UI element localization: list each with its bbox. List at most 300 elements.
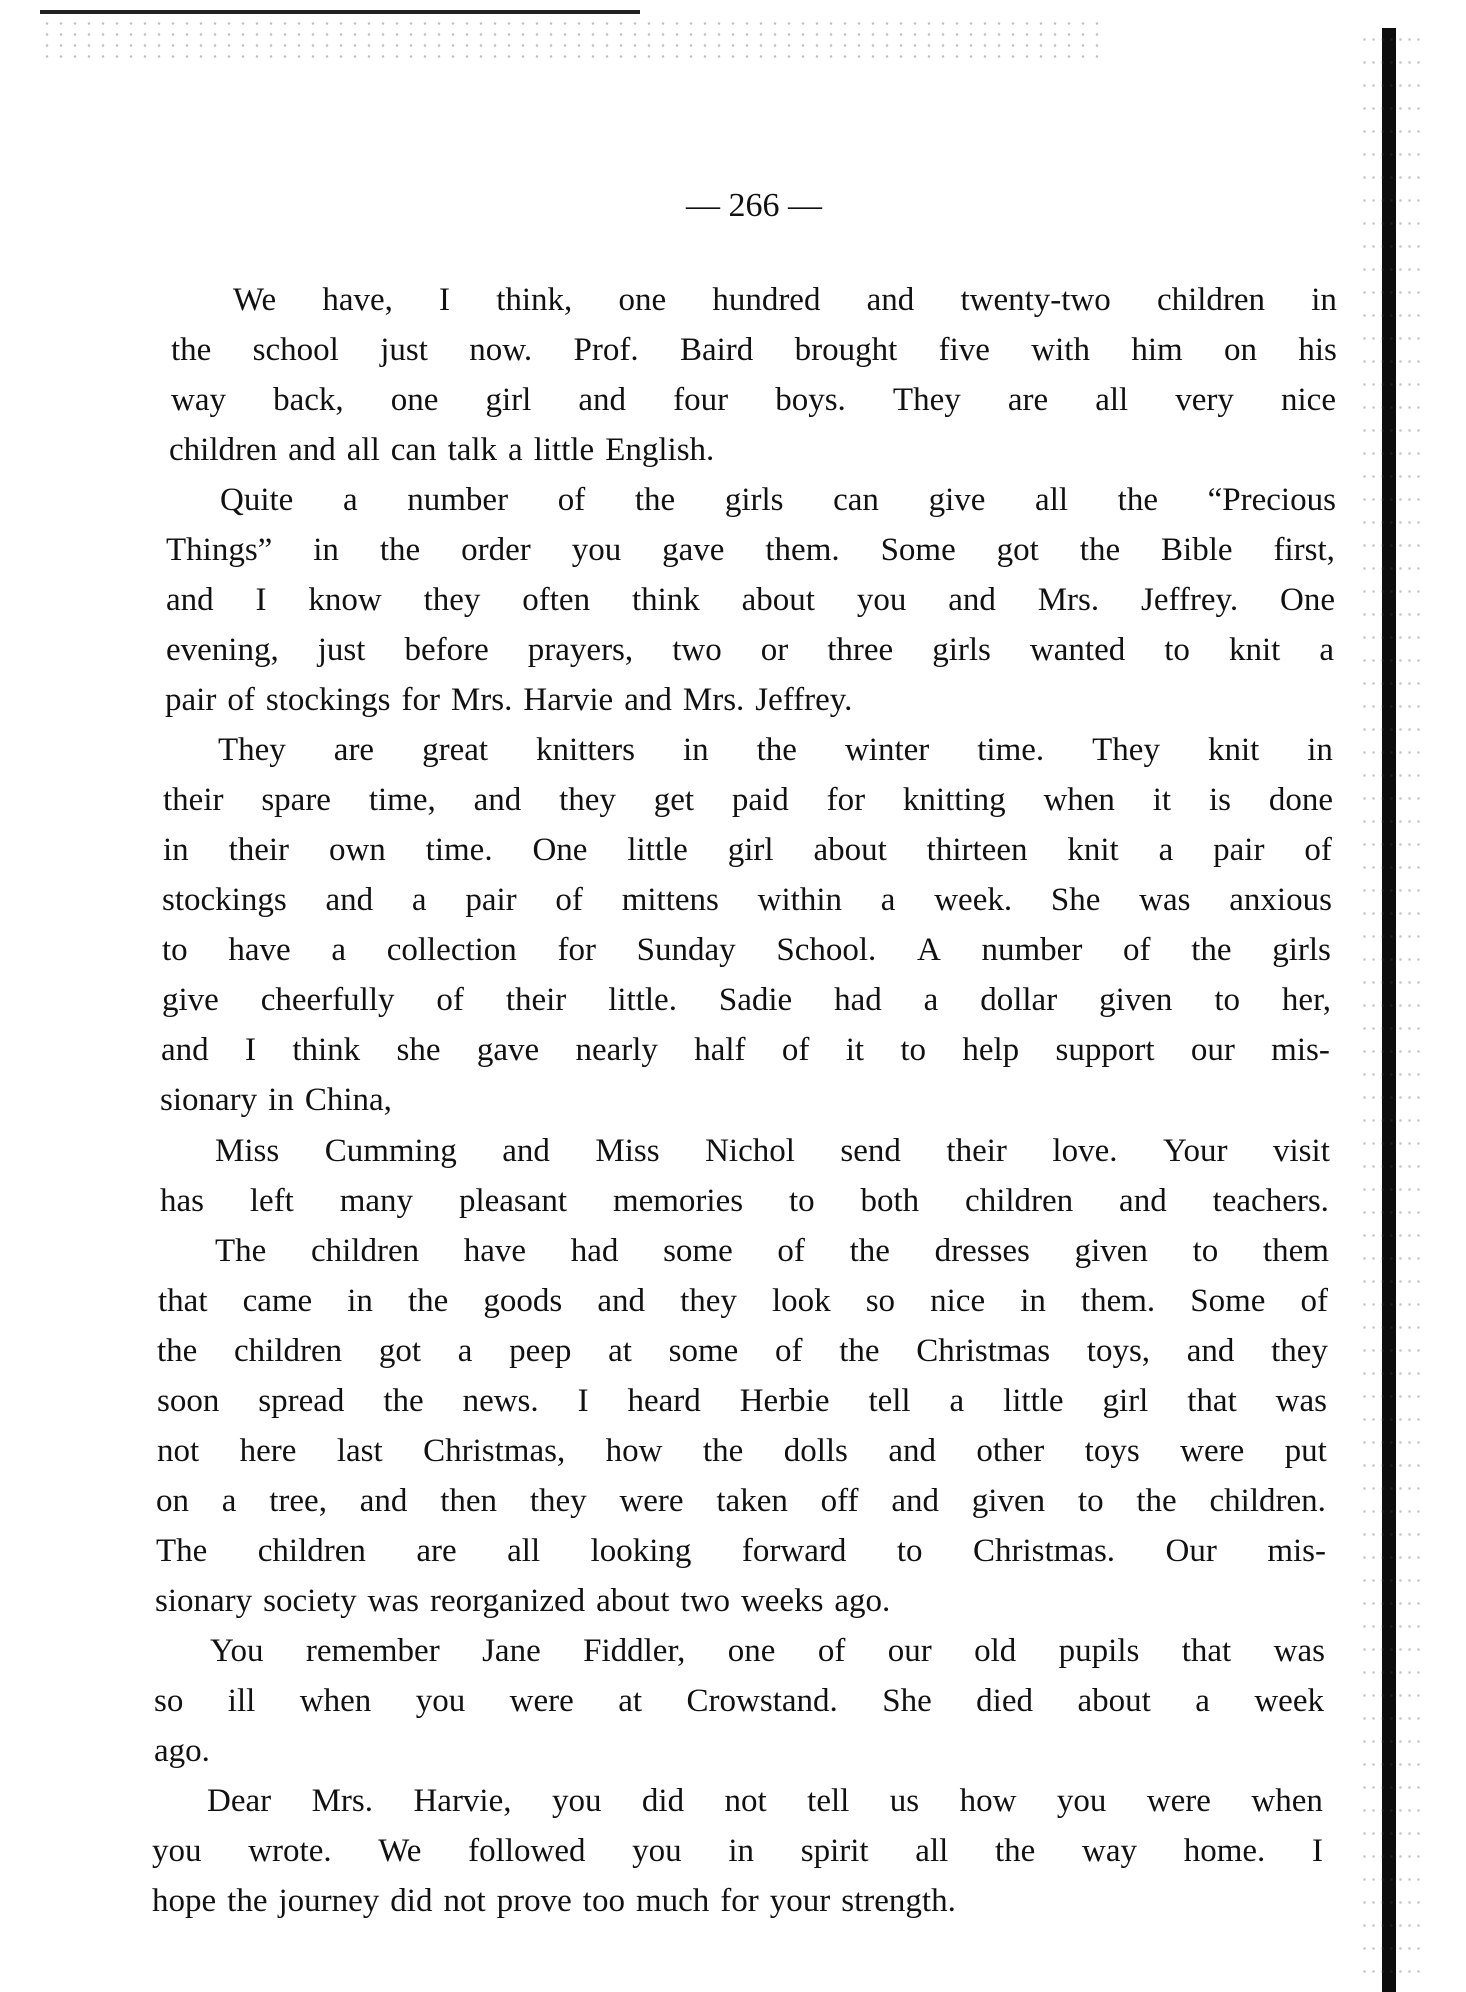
word: looking — [590, 1533, 692, 1569]
text-line — [166, 630, 1334, 670]
word: the — [756, 732, 797, 768]
word: a — [1195, 1683, 1210, 1719]
word: and — [359, 1483, 408, 1519]
word: them — [1262, 1233, 1329, 1269]
word: can — [390, 432, 437, 468]
word: the — [702, 1433, 744, 1469]
word: boys. — [775, 382, 846, 418]
word: brought — [794, 332, 898, 368]
word: ago. — [834, 1583, 891, 1619]
word: have, — [322, 282, 393, 318]
word: here — [239, 1433, 297, 1469]
word: children — [310, 1233, 420, 1269]
word: and — [161, 1032, 209, 1068]
word: they — [680, 1283, 737, 1319]
word: and — [1186, 1333, 1235, 1369]
word: gave — [662, 532, 725, 568]
word: gave — [476, 1032, 540, 1068]
word: journey — [278, 1883, 380, 1919]
text-line — [233, 280, 1337, 320]
word: the — [379, 532, 421, 568]
word: about — [741, 582, 815, 618]
text-line — [207, 1781, 1323, 1821]
word: dollar — [980, 982, 1058, 1018]
word: it — [845, 1032, 865, 1068]
text-line — [215, 1131, 1330, 1171]
word: Miss — [215, 1133, 280, 1169]
text-line — [162, 930, 1331, 970]
word: on — [156, 1483, 189, 1519]
word: Your — [1162, 1133, 1228, 1169]
word: other — [976, 1433, 1045, 1469]
word: Harvie — [523, 682, 614, 718]
word: toys, — [1086, 1333, 1151, 1369]
word: to — [1214, 982, 1241, 1018]
word: the — [227, 1883, 268, 1919]
text-line — [165, 680, 863, 720]
word: pair — [465, 882, 517, 918]
word: the — [171, 332, 212, 368]
word: all — [507, 1533, 541, 1569]
word: back, — [273, 382, 344, 418]
word: knit — [1207, 732, 1260, 768]
word: they — [423, 582, 481, 618]
word: were — [619, 1483, 684, 1519]
text-line — [152, 1881, 967, 1921]
word: Dear — [207, 1783, 272, 1819]
word: give — [928, 482, 986, 518]
word: had — [834, 982, 882, 1018]
word: great — [422, 732, 489, 768]
word: last — [336, 1433, 383, 1469]
word: Jeffrey. — [755, 682, 853, 718]
text-line — [171, 380, 1336, 420]
word: hundred — [712, 282, 821, 318]
word: in — [1307, 732, 1333, 768]
word: followed — [468, 1833, 586, 1869]
word: done — [1268, 782, 1333, 818]
word: mittens — [621, 882, 719, 918]
word: their — [163, 782, 224, 818]
text-line — [160, 1181, 1329, 1221]
word: when — [1043, 782, 1115, 818]
word: way — [171, 382, 226, 418]
word: I — [255, 582, 267, 618]
word: nice — [930, 1283, 986, 1319]
word: girl — [1102, 1383, 1149, 1419]
word: Mrs. — [450, 682, 513, 718]
text-line — [162, 980, 1331, 1020]
word: the — [1117, 482, 1158, 518]
word: them. — [765, 532, 840, 568]
word: their — [228, 832, 290, 868]
text-line — [163, 830, 1332, 870]
word: of — [555, 882, 583, 918]
word: you — [571, 532, 622, 568]
word: has — [160, 1183, 204, 1219]
word: Christmas. — [972, 1533, 1116, 1569]
text-line — [156, 1531, 1326, 1571]
word: of — [227, 682, 255, 718]
word: or — [760, 632, 789, 668]
edge-speckle — [1360, 28, 1420, 1992]
word: Herbie — [739, 1383, 830, 1419]
text-line — [152, 1831, 1323, 1871]
word: was — [1275, 1383, 1327, 1419]
word: before — [404, 632, 489, 668]
word: winter — [844, 732, 930, 768]
word: pair — [1213, 832, 1265, 868]
word: twenty-two — [960, 282, 1111, 318]
word: home. — [1183, 1833, 1266, 1869]
word: how — [959, 1783, 1017, 1819]
word: to — [162, 932, 188, 968]
word: to — [1164, 632, 1190, 668]
word: four — [673, 382, 729, 418]
word: nice — [1281, 382, 1336, 418]
word: weeks — [740, 1583, 824, 1619]
word: many — [339, 1183, 414, 1219]
word: forward — [741, 1533, 847, 1569]
word: the — [383, 1383, 424, 1419]
word: when — [299, 1683, 372, 1719]
word: of — [781, 1032, 810, 1068]
word: not — [724, 1783, 767, 1819]
word: Quite — [220, 482, 294, 518]
word: was — [367, 1583, 419, 1619]
word: girls — [724, 482, 784, 518]
word: Jeffrey. — [1141, 582, 1239, 618]
text-line — [210, 1631, 1325, 1671]
word: the — [1079, 532, 1121, 568]
word: time. — [425, 832, 493, 868]
text-line — [155, 1581, 901, 1621]
word: some — [668, 1333, 739, 1369]
word: the — [157, 1333, 198, 1369]
word: for — [557, 932, 596, 968]
word: The — [215, 1233, 267, 1269]
word: can — [833, 482, 879, 518]
word: a — [949, 1383, 965, 1419]
word: taken — [716, 1483, 788, 1519]
word: love. — [1052, 1133, 1118, 1169]
word: are — [1007, 382, 1049, 418]
word: time. — [977, 732, 1045, 768]
word: their — [505, 982, 567, 1018]
word: all — [1035, 482, 1069, 518]
word: for — [826, 782, 866, 818]
word: they — [1271, 1333, 1328, 1369]
word: you — [856, 582, 907, 618]
word: soon — [157, 1383, 220, 1419]
word: given — [1074, 1233, 1148, 1269]
word: help — [962, 1032, 1020, 1068]
word: to — [788, 1183, 815, 1219]
word: put — [1284, 1433, 1327, 1469]
word: knit — [1067, 832, 1119, 868]
word: they — [559, 782, 616, 818]
word: Harvie, — [413, 1783, 512, 1819]
text-line — [169, 430, 725, 470]
word: often — [522, 582, 591, 618]
text-line — [162, 880, 1332, 920]
word: and — [288, 432, 336, 468]
word: know — [308, 582, 382, 618]
word: get — [653, 782, 695, 818]
word: spare — [261, 782, 331, 818]
text-line — [156, 1481, 1326, 1521]
word: I — [244, 1032, 256, 1068]
word: knitters — [536, 732, 635, 768]
word: you — [1056, 1783, 1107, 1819]
text-line — [157, 1381, 1327, 1421]
word: you — [152, 1833, 202, 1869]
word: little — [1003, 1383, 1064, 1419]
word: toys — [1084, 1433, 1140, 1469]
word: the — [1136, 1483, 1177, 1519]
word: did — [641, 1783, 685, 1819]
word: wrote. — [248, 1833, 332, 1869]
word: One — [1279, 582, 1335, 618]
word: within — [757, 882, 842, 918]
word: that — [158, 1283, 208, 1319]
word: in — [682, 732, 709, 768]
word: her, — [1281, 982, 1331, 1018]
word: spread — [258, 1383, 345, 1419]
word: Cumming — [324, 1133, 457, 1169]
word: was — [1139, 882, 1191, 918]
text-line — [166, 530, 1335, 570]
word: They — [218, 732, 286, 768]
word: time, — [368, 782, 436, 818]
word: first, — [1273, 532, 1335, 568]
word: in — [1020, 1283, 1046, 1319]
word: little. — [608, 982, 677, 1018]
word: and — [325, 882, 374, 918]
word: pleasant — [458, 1183, 568, 1219]
word: all — [915, 1833, 949, 1869]
word: think — [292, 1032, 361, 1068]
word: a — [1158, 832, 1174, 868]
text-line — [157, 1331, 1328, 1371]
word: English. — [605, 432, 715, 468]
word: of — [777, 1233, 805, 1269]
word: a — [331, 932, 346, 968]
word: and — [866, 282, 915, 318]
word: Fiddler, — [583, 1633, 686, 1669]
word: look — [771, 1283, 831, 1319]
word: We — [378, 1833, 422, 1869]
word: prove — [496, 1883, 572, 1919]
word: a — [923, 982, 939, 1018]
word: School. — [776, 932, 877, 968]
word: way — [1082, 1833, 1137, 1869]
top-speckle — [40, 18, 1100, 58]
word: Mrs. — [682, 682, 745, 718]
word: for — [720, 1883, 759, 1919]
word: and — [473, 782, 522, 818]
word: think — [631, 582, 700, 618]
word: pupils — [1058, 1633, 1140, 1669]
word: Miss — [595, 1133, 660, 1169]
word: She — [1050, 882, 1101, 918]
word: mis- — [1267, 1533, 1326, 1569]
word: children — [234, 1333, 343, 1369]
word: in — [268, 1082, 294, 1118]
word: Some — [880, 532, 956, 568]
word: and — [597, 1283, 645, 1319]
word: China, — [304, 1082, 392, 1118]
word: about — [596, 1583, 670, 1619]
word: I — [439, 282, 451, 318]
word: that — [1187, 1383, 1237, 1419]
word: for — [401, 682, 440, 718]
word: dresses — [934, 1233, 1030, 1269]
word: tell — [868, 1383, 911, 1419]
word: You — [210, 1633, 264, 1669]
word: at — [618, 1683, 643, 1719]
word: how — [605, 1433, 663, 1469]
word: you — [632, 1833, 682, 1869]
word: when — [1251, 1783, 1323, 1819]
word: so — [865, 1283, 896, 1319]
word: so — [154, 1683, 184, 1719]
word: sionary — [155, 1583, 253, 1619]
word: school — [252, 332, 339, 368]
word: off — [820, 1483, 859, 1519]
word: Bible — [1161, 532, 1233, 568]
word: knit — [1228, 632, 1281, 668]
word: Jane — [482, 1633, 541, 1669]
word: ill — [227, 1683, 256, 1719]
word: one — [618, 282, 667, 318]
word: that — [1181, 1633, 1232, 1669]
text-line — [154, 1681, 1324, 1721]
word: strength. — [841, 1883, 956, 1919]
word: to — [900, 1032, 927, 1068]
word: was — [1273, 1633, 1325, 1669]
word: the — [839, 1333, 880, 1369]
word: Sadie — [718, 982, 793, 1018]
word: Christmas, — [423, 1433, 566, 1469]
word: peep — [509, 1333, 572, 1369]
word: old — [974, 1633, 1017, 1669]
word: at — [608, 1333, 632, 1369]
word: tell — [807, 1783, 850, 1819]
word: thirteen — [926, 832, 1028, 868]
word: children. — [1209, 1483, 1326, 1519]
word: Baird — [679, 332, 754, 368]
word: One — [532, 832, 588, 868]
word: heard — [627, 1383, 701, 1419]
word: of — [436, 982, 464, 1018]
word: not — [443, 1883, 486, 1919]
word: five — [938, 332, 990, 368]
word: society — [263, 1583, 357, 1619]
word: and — [166, 582, 214, 618]
word: half — [694, 1032, 746, 1068]
word: of — [1300, 1283, 1328, 1319]
word: some — [663, 1233, 733, 1269]
word: very — [1175, 382, 1234, 418]
word: send — [840, 1133, 901, 1169]
word: Things” — [166, 532, 273, 568]
word: Sunday — [636, 932, 736, 968]
word: collection — [386, 932, 517, 968]
word: two — [672, 632, 722, 668]
word: much — [635, 1883, 710, 1919]
word: his — [1298, 332, 1337, 368]
word: of — [775, 1333, 803, 1369]
word: given — [1099, 982, 1173, 1018]
word: of — [817, 1633, 846, 1669]
word: a — [508, 432, 523, 468]
text-line — [220, 480, 1336, 520]
word: wanted — [1029, 632, 1126, 668]
word: got — [378, 1333, 422, 1369]
word: They — [892, 382, 961, 418]
word: own — [328, 832, 386, 868]
word: us — [889, 1783, 920, 1819]
top-rule — [40, 10, 640, 14]
word: about — [813, 832, 887, 868]
word: of — [1304, 832, 1332, 868]
word: news. — [462, 1383, 539, 1419]
word: dolls — [783, 1433, 848, 1469]
word: died — [976, 1683, 1033, 1719]
word: a — [411, 882, 427, 918]
word: little — [627, 832, 688, 868]
word: spirit — [800, 1833, 869, 1869]
word: the — [1191, 932, 1232, 968]
word: him — [1131, 332, 1183, 368]
word: just — [380, 332, 428, 368]
word: a — [1319, 632, 1334, 668]
word: hope — [152, 1883, 217, 1919]
word: anxious — [1229, 882, 1332, 918]
word: in — [313, 532, 339, 568]
word: Mrs. — [311, 1783, 374, 1819]
word: have — [463, 1233, 527, 1269]
word: the — [634, 482, 676, 518]
word: goods — [483, 1283, 563, 1319]
word: and — [1119, 1183, 1167, 1219]
word: not — [157, 1433, 200, 1469]
word: in — [728, 1833, 755, 1869]
word: two — [680, 1583, 730, 1619]
word: our — [1190, 1032, 1235, 1068]
word: the — [994, 1833, 1036, 1869]
word: cheerfully — [260, 982, 395, 1018]
word: a — [342, 482, 358, 518]
word: They — [1092, 732, 1160, 768]
text-line — [171, 330, 1337, 370]
word: visit — [1273, 1133, 1330, 1169]
word: week — [1254, 1683, 1324, 1719]
word: got — [996, 532, 1039, 568]
word: She — [882, 1683, 932, 1719]
word: it — [1152, 782, 1172, 818]
word: one — [390, 382, 439, 418]
word: I — [577, 1383, 589, 1419]
word: number — [407, 482, 509, 518]
word: Crowstand. — [686, 1683, 838, 1719]
word: paid — [731, 782, 789, 818]
word: I — [1311, 1833, 1323, 1869]
word: came — [242, 1283, 313, 1319]
word: and — [624, 682, 672, 718]
word: then — [440, 1483, 498, 1519]
